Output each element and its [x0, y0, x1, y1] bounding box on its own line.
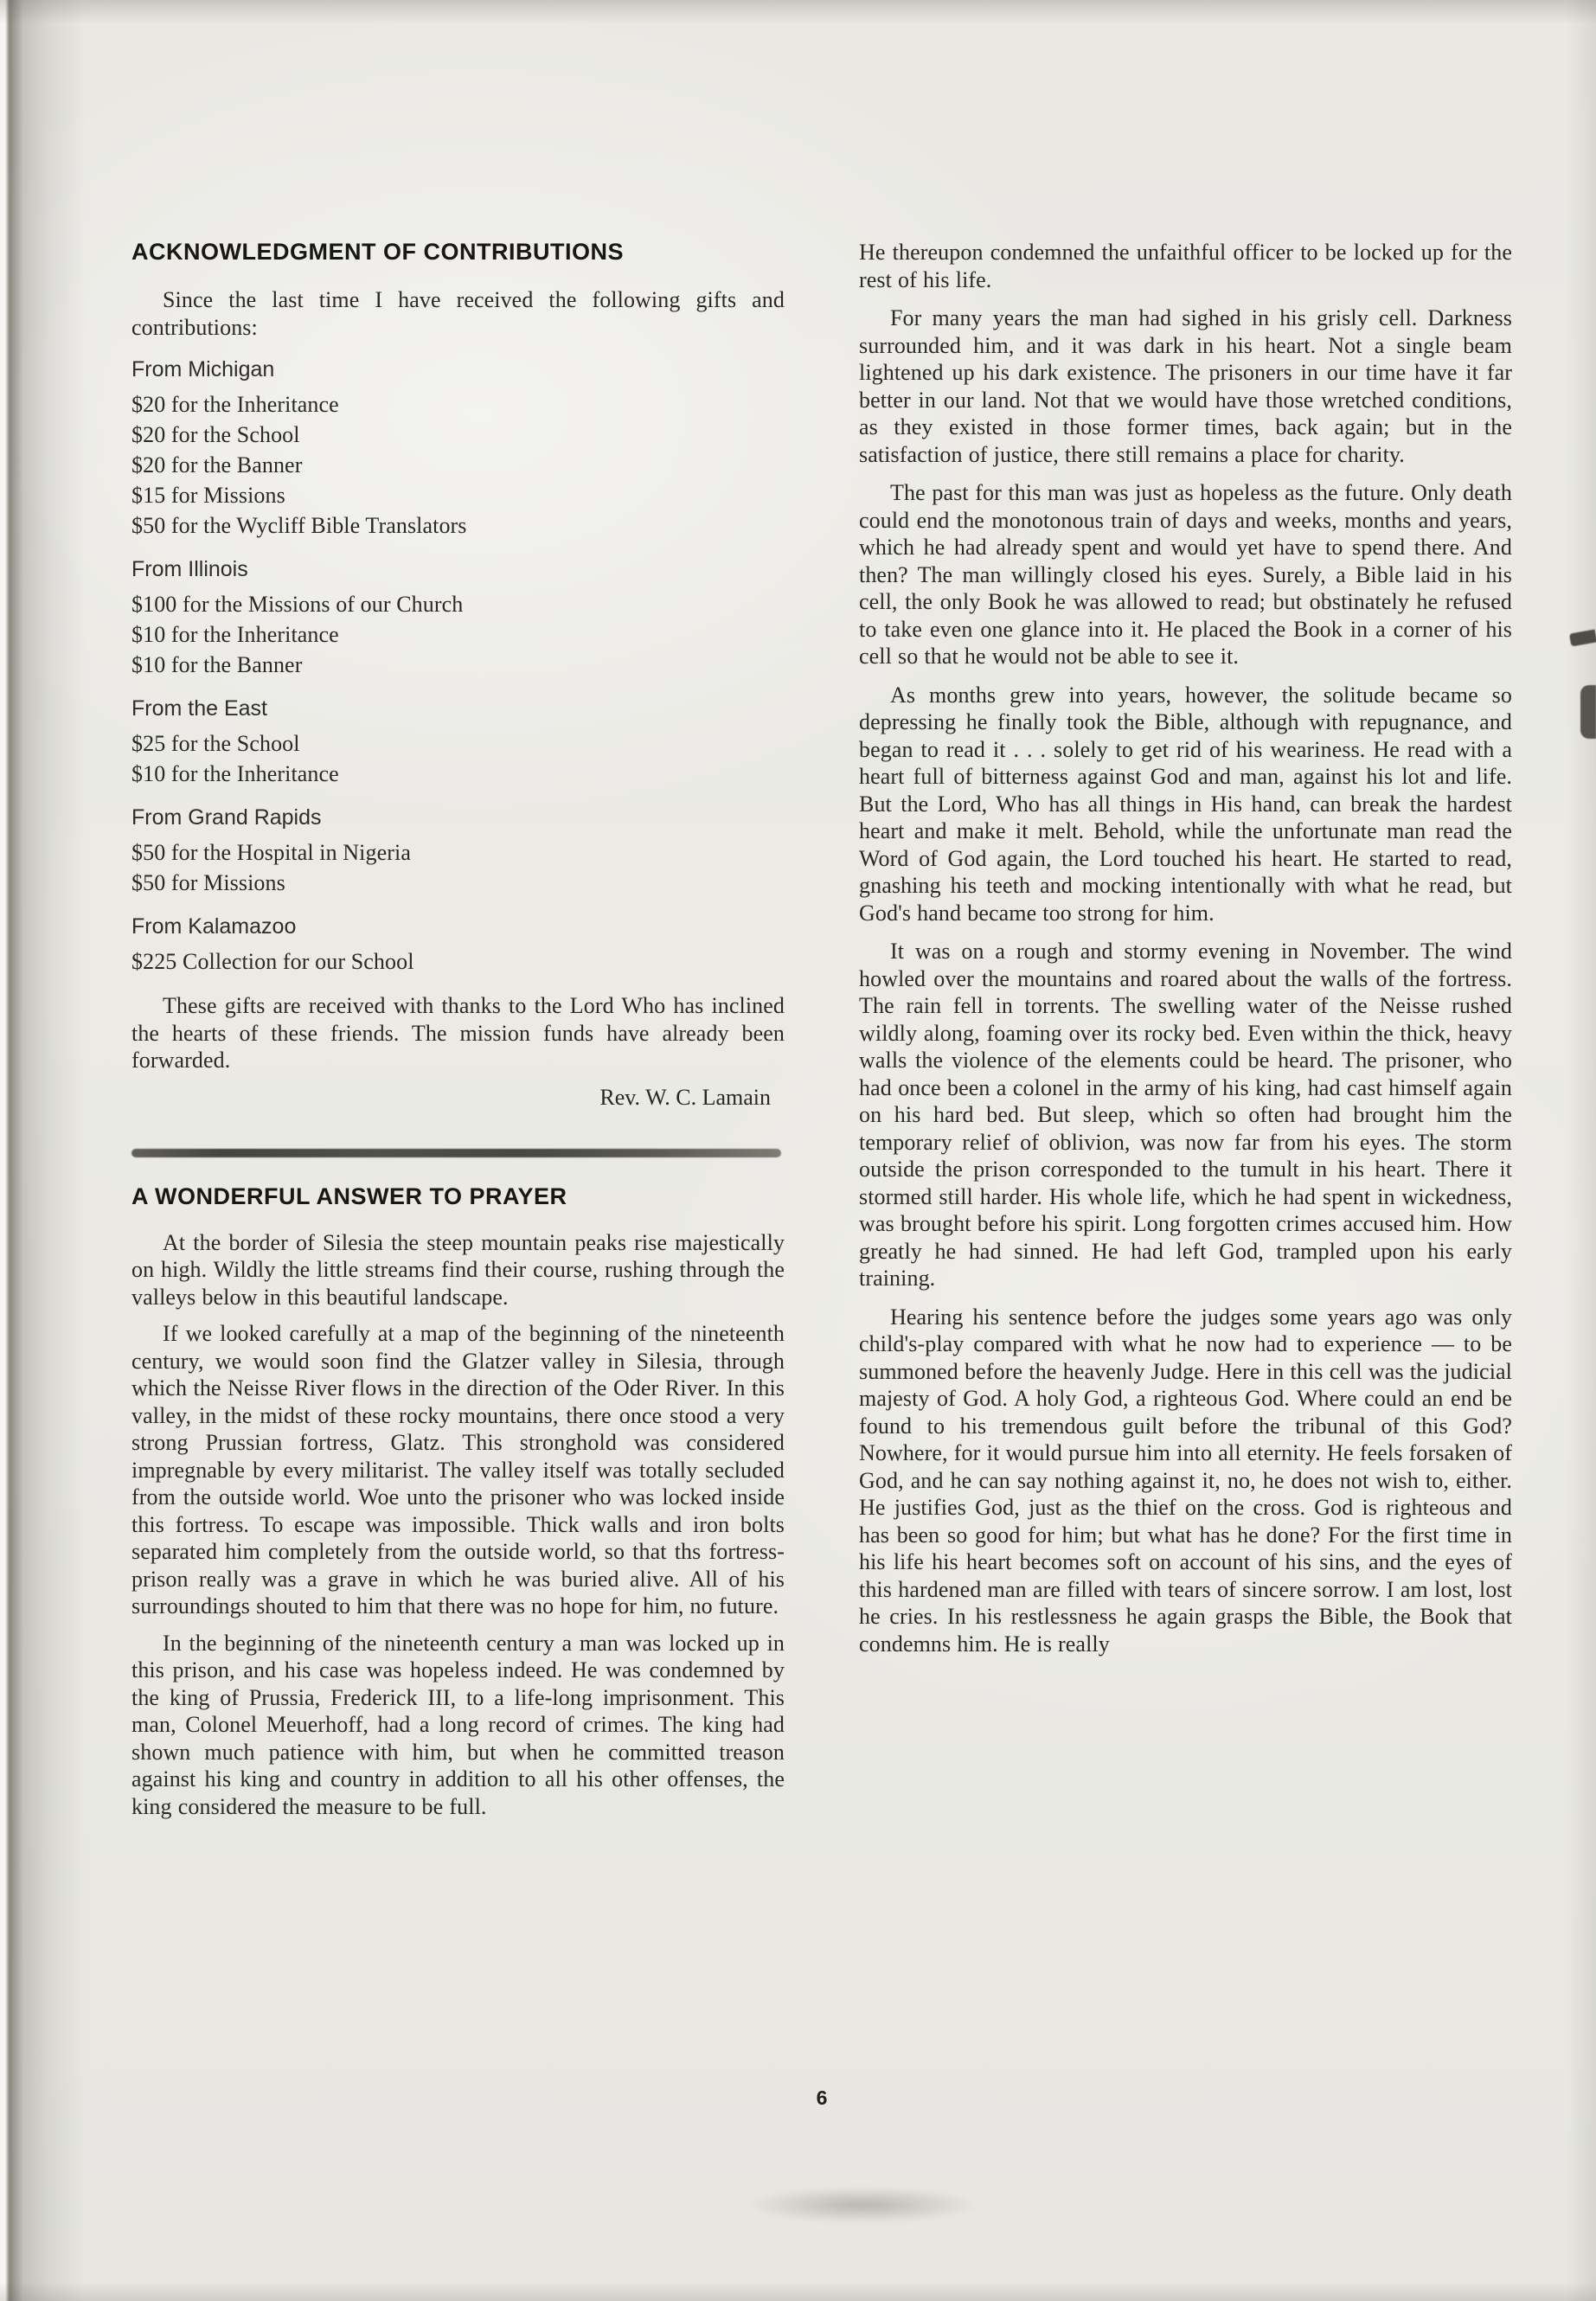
left-column [131, 239, 785, 1830]
ink-mark [1569, 630, 1596, 647]
paragraph: As months grew into years, however, the solitude became so depressing he finally took the Bible, although with repugnance, and began to read it . . . solely to get rid of his weariness. He read with a heart full of bitterness against God and man, against his lot and life. But the Lord, Who has all things in His hand, can break the hardest heart and make it melt. Behold, while the unfortunate man read the Word of God again, the Lord touched his heart. He started to read, gnashing his teeth and mocking intentionally with what he read, but God's hand became too strong for him. [859, 682, 1512, 926]
paragraph: The past for this man was just as hopeless as the future. Only death could end the monotonous train of days and weeks, months and years, which he had already spent and would yet have to spend there. And then? The man willingly closed his eyes. Surely, a Bible laid in his cell, the only Book he was allowed to read; but obstinately he refused to take even one glance into it. He placed the Book in a corner of his cell so that he would not be able to see it. [859, 480, 1512, 669]
contribution-place: From Illinois [131, 557, 248, 581]
paragraph: Since the last time I have received the following gifts and contributions: [131, 287, 785, 340]
scan-right-edge-shadow [1567, 0, 1596, 2301]
contribution-place: From Michigan [131, 357, 275, 381]
contribution-group [131, 357, 785, 541]
contribution-item: $10 for the Banner [131, 652, 303, 677]
contribution-group [131, 805, 785, 898]
paragraph: At the border of Silesia the steep mountain peaks rise majestically on high. Wildly the little streams find their course, rushing through the valleys below in this beautiful landscape. [131, 1229, 785, 1310]
section-divider-rule [131, 1149, 781, 1157]
paragraph: He thereupon condemned the unfaithful officer to be locked up for the rest of his life. [859, 240, 1512, 292]
contribution-item: $50 for the Hospital in Nigeria [131, 840, 411, 865]
contribution-place: From Kalamazoo [131, 914, 297, 939]
answer-heading: A WONDERFUL ANSWER TO PRAYER [131, 1183, 567, 1209]
contribution-group [131, 696, 785, 789]
acknowledgment-heading: ACKNOWLEDGMENT OF CONTRIBUTIONS [131, 239, 624, 265]
contribution-group [131, 914, 785, 977]
right-column [859, 239, 1512, 1669]
contribution-item: $20 for the Inheritance [131, 392, 339, 417]
scan-top-edge-shadow [0, 0, 1596, 24]
contribution-item: $50 for Missions [131, 870, 285, 895]
contribution-place: From the East [131, 696, 267, 721]
smudge-mark [746, 2187, 979, 2223]
contribution-place: From Grand Rapids [131, 805, 322, 830]
signature: Rev. W. C. Lamain [599, 1084, 771, 1110]
contribution-item: $10 for the Inheritance [131, 761, 339, 786]
contribution-item: $100 for the Missions of our Church [131, 592, 464, 617]
paragraph: If we looked carefully at a map of the beginning of the nineteenth century, we would soon find the Glatzer valley in Silesia, through which the Neisse River flows in the direction of the Oder River. In this valley, in the midst of these rocky mountains, there once stood a very strong Prussian fortress, Glatz. This stronghold was considered impregnable by every militarist. The valley itself was totally secluded from the outside world. Woe unto the prisoner who was locked inside this fortress. To escape was impossible. Thick walls and iron bolts separated him completely from the outside world, so that ths fortress-prison really was a grave in which he was buried alive. All of his surroundings shouted to him that there was no hope for him, no future. [131, 1321, 785, 1618]
contribution-item: $20 for the Banner [131, 452, 303, 478]
paragraph: In the beginning of the nineteenth century a man was locked up in this prison, and his case was hopeless indeed. He was condemned by the king of Prussia, Frederick III, to a life-long imprisonment. This man, Colonel Meuerhoff, had a long record of crimes. The king had shown much patience with him, but when he committed treason against his king and country in addition to all his other offenses, the king considered the measure to be full. [131, 1630, 785, 1819]
scan-bottom-edge-shadow [0, 2282, 1596, 2301]
paragraph: For many years the man had sighed in his grisly cell. Darkness surrounded him, and it was dark in his heart. Not a single beam lightened up his dark existence. The prisoners in our time have it far better in our land. Not that we would have those wretched conditions, as they existed in those former times, back again; but in the satisfaction of justice, there still remains a place for charity. [859, 305, 1512, 467]
answer-to-prayer-section [131, 1183, 785, 1821]
contribution-item: $10 for the Inheritance [131, 622, 339, 647]
contribution-item: $225 Collection for our School [131, 949, 414, 974]
contribution-item: $20 for the School [131, 422, 300, 447]
paragraph: Hearing his sentence before the judges some years ago was only child's-play compared with what he now had to experience — to be summoned before the heavenly Judge. Here in this cell was the judicial majesty of God. A holy God, a righteous God. Where could an end be found to his tremendous guilt before the tribunal of this God? Nowhere, for it would pursue him into all eternity. He feels forsaken of God, and he can say nothing against it, no, he does not wish to, either. He justifies God, just as the thief on the cross. God is righteous and has been so good for him; but what has he done? For the first time in his life his heart becomes soft on account of his sins, and the eyes of this hardened man are filled with tears of sincere sorrow. I am lost, lost he cries. In his restlessness he again grasps the Bible, the Book that condemns him. He is really [859, 1304, 1512, 1657]
contribution-item: $50 for the Wycliff Bible Translators [131, 513, 467, 538]
paragraph: It was on a rough and stormy evening in November. The wind howled over the mountains and roared about the walls of the fortress. The rain fell in torrents. The swelling water of the Neisse rushed wildly along, foaming over its rocky bed. Even within the thick, heavy walls the violence of the elements could be heard. The prisoner, who had once been a colonel in the army of his king, had cast himself again on his hard bed. But sleep, which so often had brought him the temporary relief of oblivion, was now far from his eyes. The storm outside the prison corresponded to the tumult in his heart. There it stormed still harder. His whole life, which he had spent in wickedness, was brought before his spirit. Long forgotten crimes accused him. How greatly he had sinned. He had left God, trampled upon his early training. [859, 939, 1512, 1291]
paragraph: These gifts are received with thanks to the Lord Who has inclined the hearts of these friends. The mission funds have already been forwarded. [131, 993, 785, 1073]
ink-mark [1580, 685, 1596, 739]
contribution-group [131, 557, 785, 680]
contribution-item: $15 for Missions [131, 483, 285, 508]
page-content [131, 239, 1512, 1830]
scan-left-edge-shadow [0, 0, 87, 2301]
contribution-item: $25 for the School [131, 731, 300, 756]
page-number: 6 [816, 2086, 828, 2109]
acknowledgment-section [131, 239, 785, 1111]
